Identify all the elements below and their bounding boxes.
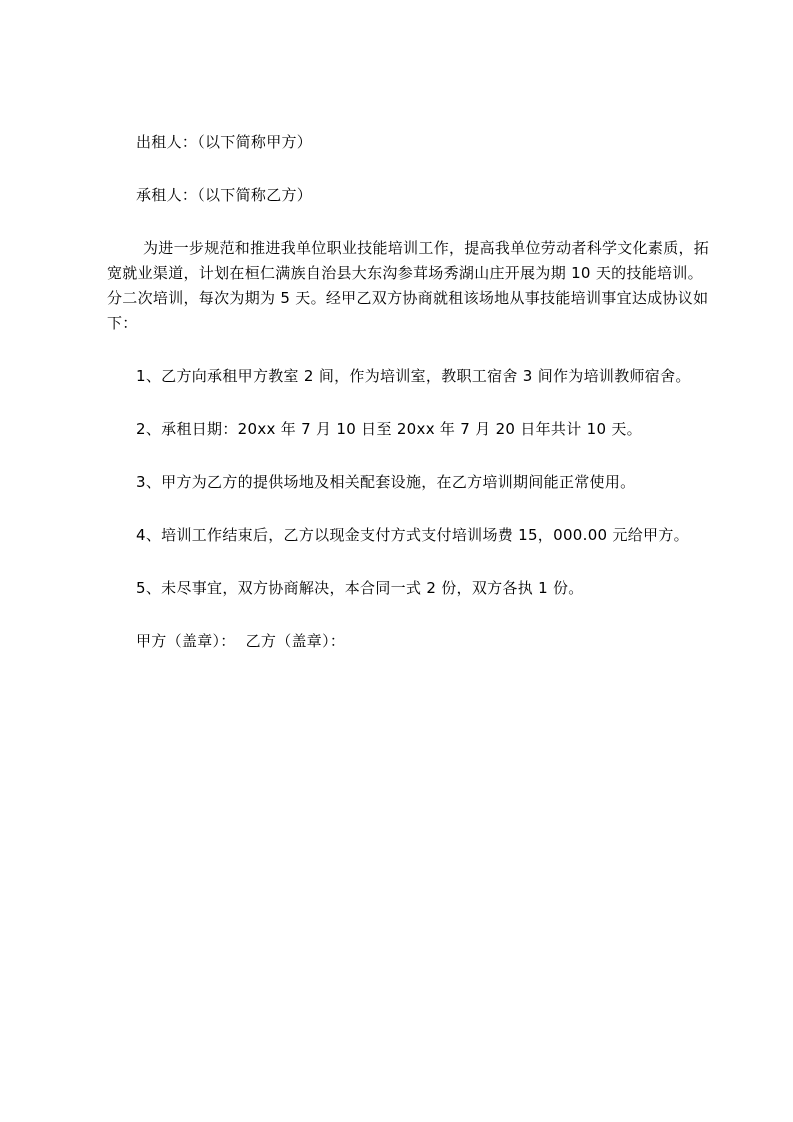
clause-2: 2、承租日期：20xx 年 7 月 10 日至 20xx 年 7 月 20 日年共计 10 天。 [136,420,642,438]
spacer [107,155,717,183]
clause-4: 4、培训工作结束后，乙方以现金支付方式支付培训场费 15，000.00 元给甲方。 [136,526,689,544]
spacer [107,442,717,470]
clause-1: 1、乙方向承租甲方教室 2 间，作为培训室，教职工宿舍 3 间作为培训教师宿舍。 [136,367,691,385]
lessor-line: 出租人：（以下简称甲方） [136,133,313,151]
spacer [107,495,717,523]
spacer [107,389,717,417]
party-a-seal: 甲方（盖章）： [136,632,236,650]
signature-line [107,629,717,654]
party-b-seal: 乙方（盖章）： [245,632,346,650]
contract-body [107,130,717,654]
spacer [107,601,717,629]
clause-5: 5、未尽事宜，双方协商解决，本合同一式 2 份，双方各执 1 份。 [136,579,584,597]
spacer [107,336,717,364]
intro-paragraph: 为进一步规范和推进我单位职业技能培训工作，提高我单位劳动者科学文化素质，拓宽就业渠道，计划在桓仁满族自治县大东沟参茸场秀湖山庄开展为期 10 天的技能培训。分二次培训，每次为期为 5 天。经甲乙双方协商就租该场地从事技能培训事宜达成协议如下： [107,239,710,332]
spacer [107,548,717,576]
lessee-line: 承租人：（以下简称乙方） [136,186,313,204]
clause-3: 3、甲方为乙方的提供场地及相关配套设施，在乙方培训期间能正常使用。 [136,473,636,491]
spacer [107,208,717,236]
